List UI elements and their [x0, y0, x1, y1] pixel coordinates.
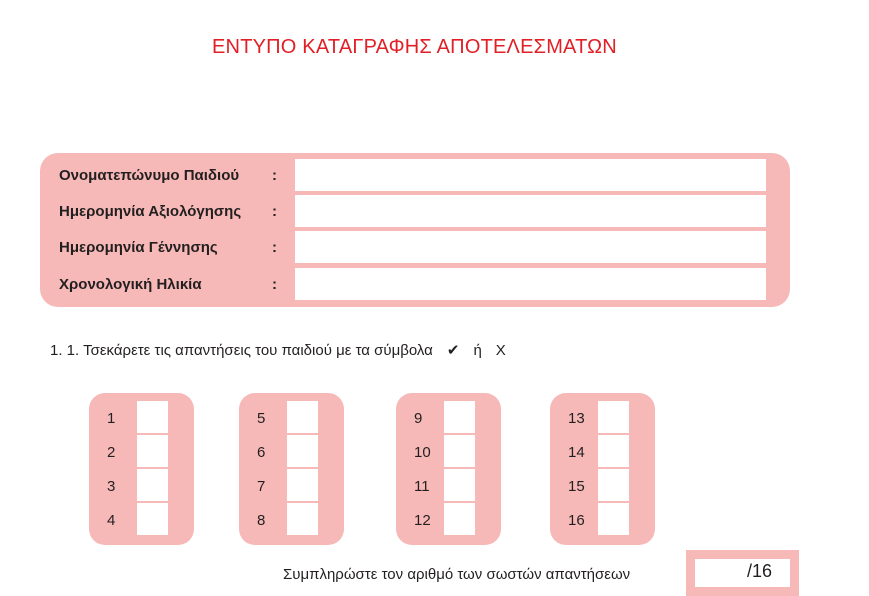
answer-box-16[interactable]	[598, 503, 629, 535]
score-label: Συμπληρώστε τον αριθμό των σωστών απαντήσεων	[283, 566, 631, 583]
answer-row	[239, 401, 344, 435]
or-word: ή	[473, 342, 482, 359]
item-number: 12	[414, 512, 431, 529]
answer-box-5[interactable]	[287, 401, 318, 433]
child-info-panel	[40, 153, 790, 307]
x-symbol: X	[495, 342, 506, 359]
colon: :	[272, 239, 277, 256]
answer-box-12[interactable]	[444, 503, 475, 535]
answer-box-7[interactable]	[287, 469, 318, 501]
item-number: 10	[414, 444, 431, 461]
score-total: /16	[747, 561, 773, 581]
answer-box-9[interactable]	[444, 401, 475, 433]
answer-row	[550, 469, 655, 503]
assessment-date-label: Ημερομηνία Αξιολόγησης	[59, 203, 242, 220]
info-row-age	[40, 268, 790, 302]
answer-row	[89, 401, 194, 435]
answer-row	[239, 503, 344, 537]
item-number: 2	[107, 444, 116, 461]
birth-date-label: Ημερομηνία Γέννησης	[59, 239, 218, 256]
item-number: 9	[414, 410, 423, 427]
score-field[interactable]	[695, 559, 790, 587]
answer-group-1	[89, 393, 194, 545]
answer-box-8[interactable]	[287, 503, 318, 535]
birth-date-field[interactable]	[295, 231, 766, 263]
answer-box-11[interactable]	[444, 469, 475, 501]
answer-group-2	[239, 393, 344, 545]
child-name-label: Ονοματεπώνυμο Παιδιού	[59, 167, 240, 184]
item-number: 1	[107, 410, 116, 427]
item-number: 6	[257, 444, 266, 461]
instruction-text: 1. 1. Τσεκάρετε τις απαντήσεις του παιδιού με τα σύμβολα	[50, 342, 433, 359]
colon: :	[272, 167, 277, 184]
answer-row	[550, 503, 655, 537]
colon: :	[272, 276, 277, 293]
item-number: 16	[568, 512, 585, 529]
item-number: 13	[568, 410, 585, 427]
item-number: 11	[414, 478, 430, 495]
item-number: 3	[107, 478, 116, 495]
answer-box-13[interactable]	[598, 401, 629, 433]
answer-row	[396, 401, 501, 435]
answer-row	[239, 469, 344, 503]
answer-row	[239, 435, 344, 469]
info-row-assessment-date	[40, 195, 790, 229]
answer-row	[89, 435, 194, 469]
answer-row	[550, 435, 655, 469]
item-number: 4	[107, 512, 116, 529]
item-number: 15	[568, 478, 585, 495]
answer-row	[396, 469, 501, 503]
assessment-date-field[interactable]	[295, 195, 766, 227]
answer-row	[396, 435, 501, 469]
answer-row	[550, 401, 655, 435]
answer-box-1[interactable]	[137, 401, 168, 433]
info-row-name	[40, 159, 790, 193]
form-title	[0, 36, 869, 59]
answer-box-4[interactable]	[137, 503, 168, 535]
instruction-line	[50, 341, 506, 359]
info-row-birth-date	[40, 231, 790, 265]
item-number: 7	[257, 478, 266, 495]
check-mark-icon: ✔	[446, 342, 460, 359]
answer-box-10[interactable]	[444, 435, 475, 467]
answer-box-15[interactable]	[598, 469, 629, 501]
item-number: 14	[568, 444, 585, 461]
answer-group-3	[396, 393, 501, 545]
answer-row	[89, 503, 194, 537]
item-number: 5	[257, 410, 266, 427]
answer-row	[396, 503, 501, 537]
colon: :	[272, 203, 277, 220]
score-box	[686, 550, 799, 596]
answer-box-6[interactable]	[287, 435, 318, 467]
chronological-age-field[interactable]	[295, 268, 766, 300]
item-number: 8	[257, 512, 266, 529]
answer-group-4	[550, 393, 655, 545]
answer-row	[89, 469, 194, 503]
chronological-age-label: Χρονολογική Ηλικία	[59, 276, 202, 293]
answer-box-14[interactable]	[598, 435, 629, 467]
child-name-field[interactable]	[295, 159, 766, 191]
answer-box-2[interactable]	[137, 435, 168, 467]
form-title-text: ΕΝΤΥΠΟ ΚΑΤΑΓΡΑΦΗΣ ΑΠΟΤΕΛΕΣΜΑΤΩΝ	[212, 36, 617, 58]
answer-box-3[interactable]	[137, 469, 168, 501]
